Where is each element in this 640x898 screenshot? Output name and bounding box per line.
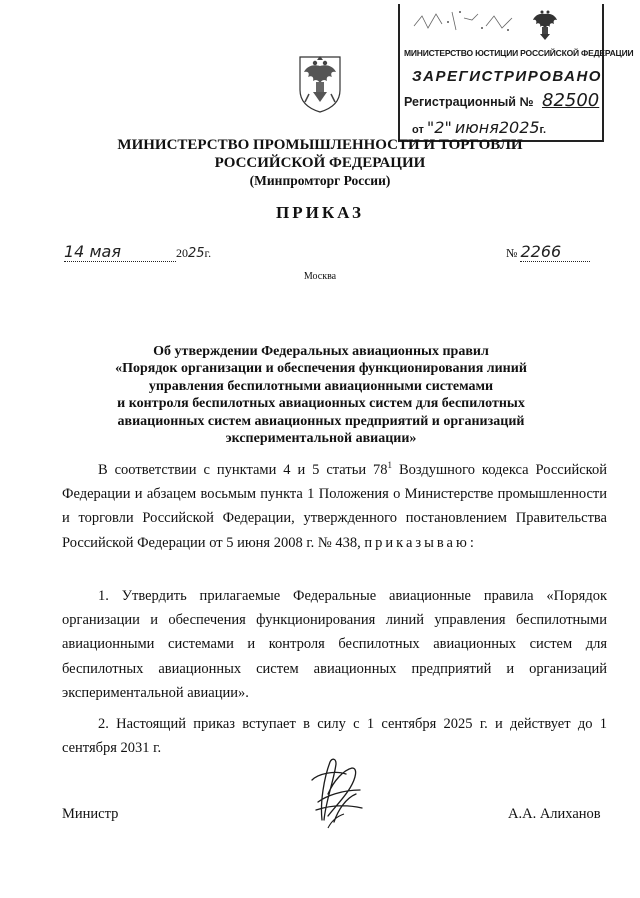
ministry-short-name: (Минпромторг России) xyxy=(249,173,391,188)
stamp-emblem-icon xyxy=(530,8,560,42)
signer-name: А.А. Алиханов xyxy=(508,806,601,822)
order-number: № 2266 xyxy=(506,242,590,262)
order-word: приказываю: xyxy=(364,534,477,551)
stamp-registered: ЗАРЕГИСТРИРОВАНО xyxy=(412,68,602,85)
stamp-smudge xyxy=(412,8,522,34)
order-subject: Об утверждении Федеральных авиационных правил «Порядок организации и обеспечения функционирования линий управления беспилотными авиационными системами и контроля беспилотных авиационных систем для беспилотных авиационных систем авиационных предприятий и организаций экспериментальной авиации» xyxy=(115,344,527,447)
coat-of-arms-icon xyxy=(295,52,345,114)
order-city: Москва xyxy=(303,271,337,282)
clause-1: 1. Утвердить прилагаемые Федеральные авиационные правила «Порядок организации и обеспечения функционирования линий управления беспилотными авиационными системами и контроля беспилотных авиационных систем для беспилотных авиационных систем авиационных предприятий и организаций экспериментальной авиации». xyxy=(62,588,607,701)
ministry-name-line2: РОССИЙСКОЙ ФЕДЕРАЦИИ xyxy=(214,155,426,171)
handwritten-signature xyxy=(298,750,370,834)
stamp-regno-value: 82500 xyxy=(542,90,600,111)
stamp-regno-label: Регистрационный № xyxy=(404,95,534,109)
stamp-ministry: МИНИСТЕРСТВО ЮСТИЦИИ РОССИЙСКОЙ ФЕДЕРАЦИИ xyxy=(404,48,634,58)
stamp-date: от "2" июня2025г. xyxy=(412,118,547,137)
document-type: ПРИКАЗ xyxy=(276,203,364,222)
registration-stamp xyxy=(398,4,634,144)
order-number-value: 2266 xyxy=(520,242,590,262)
order-date-day-month: 14 мая xyxy=(64,242,176,262)
clause-2: 2. Настоящий приказ вступает в силу с 1 сентября 2025 г. и действует до 1 сентября 2031 г. xyxy=(62,716,607,757)
signer-position: Министр xyxy=(62,806,119,822)
order-date: 14 мая 2025г. xyxy=(64,242,212,261)
ministry-name-line1: МИНИСТЕРСТВО ПРОМЫШЛЕННОСТИ И ТОРГОВЛИ xyxy=(117,137,523,153)
preamble-paragraph: В соответствии с пунктами 4 и 5 статьи $78^1$ Воздушного кодекса Российской Федерации и абзацем восьмым пункта 1 Положения о Министерстве промышленности и торговли Российской Федерации, утвержденного постановлением Правительства Российской Федерации от 5 июня 2008 г. № 438, приказываю: xyxy=(62,460,607,551)
